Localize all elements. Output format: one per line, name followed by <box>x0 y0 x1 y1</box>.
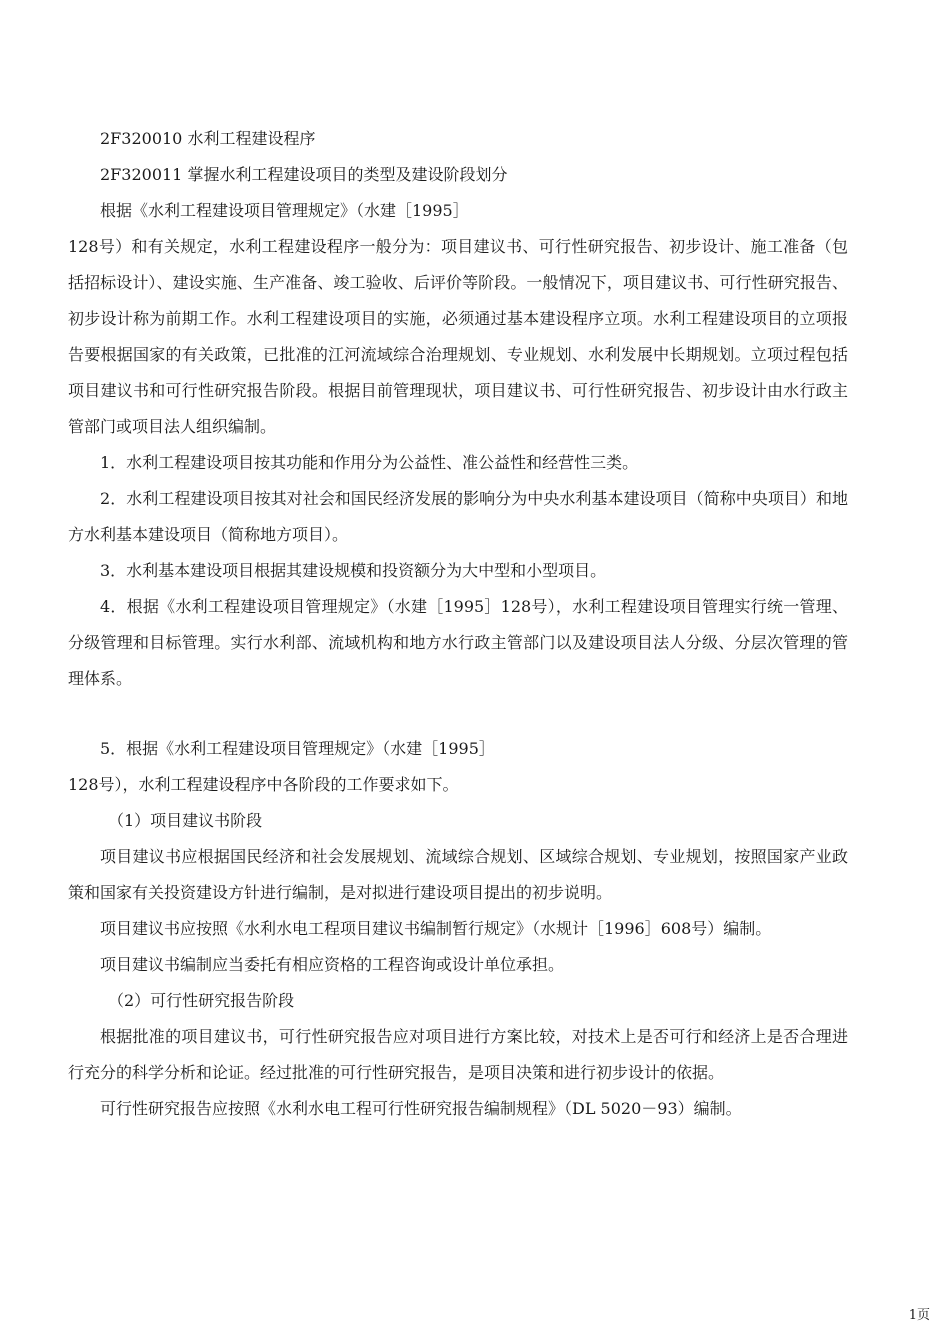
stage-1-p2: 项目建议书应按照《水利水电工程项目建议书编制暂行规定》（水规计［1996］608号）编制。 <box>100 919 772 938</box>
stage-2-p2: 可行性研究报告应按照《水利水电工程可行性研究报告编制规程》（DL 5020－93）编制。 <box>100 1099 742 1118</box>
item-5-line-1: 5．根据《水利工程建设项目管理规定》（水建［1995］ <box>100 739 495 758</box>
stage-1-p3: 项目建议书编制应当委托有相应资格的工程咨询或设计单位承担。 <box>100 955 565 974</box>
intro-body: 128号）和有关规定，水利工程建设程序一般分为：项目建议书、可行性研究报告、初步设计、施工准备（包括招标设计）、建设实施、生产准备、竣工验收、后评价等阶段。一般情况下，项目建议书、可行性研究报告、初步设计称为前期工作。水利工程建设项目的实施，必须通过基本建设程序立项。水利工程建设项目的立项报告要根据国家的有关政策，已批准的江河流域综合治理规划、专业规划、水利发展中长期规划。立项过程包括项目建议书和可行性研究报告阶段。根据目前管理现状，项目建议书、可行性研究报告、初步设计由水行政主管部门或项目法人组织编制。 <box>68 237 848 436</box>
item-4: 4．根据《水利工程建设项目管理规定》（水建［1995］128号），水利工程建设项目管理实行统一管理、分级管理和目标管理。实行水利部、流域机构和地方水行政主管部门以及建设项目法人分级、分层次管理的管理体系。 <box>68 597 848 688</box>
paragraph-group-bottom <box>68 731 848 1127</box>
stage-1-p1: 项目建议书应根据国民经济和社会发展规划、流域综合规划、区域综合规划、专业规划，按照国家产业政策和国家有关投资建设方针进行编制，是对拟进行建设项目提出的初步说明。 <box>68 847 848 902</box>
page-number: 1页 <box>908 1308 930 1323</box>
heading-subsection: 2F320011 掌握水利工程建设项目的类型及建设阶段划分 <box>100 165 508 184</box>
stage-1-heading: （1）项目建议书阶段 <box>108 811 263 830</box>
item-2: 2．水利工程建设项目按其对社会和国民经济发展的影响分为中央水利基本建设项目（简称中央项目）和地方水利基本建设项目（简称地方项目）。 <box>68 489 848 544</box>
item-1: 1．水利工程建设项目按其功能和作用分为公益性、准公益性和经营性三类。 <box>100 453 639 472</box>
paragraph-group-top <box>68 121 848 697</box>
paragraph-gap <box>68 697 848 731</box>
heading-section: 2F320010 水利工程建设程序 <box>100 129 316 148</box>
intro-line-1: 根据《水利工程建设项目管理规定》（水建［1995］ <box>100 201 469 220</box>
stage-2-p1: 根据批准的项目建议书，可行性研究报告应对项目进行方案比较，对技术上是否可行和经济上是否合理进行充分的科学分析和论证。经过批准的可行性研究报告，是项目决策和进行初步设计的依据。 <box>68 1027 848 1082</box>
item-3: 3．水利基本建设项目根据其建设规模和投资额分为大中型和小型项目。 <box>100 561 607 580</box>
document-body <box>68 121 848 1127</box>
stage-2-heading: （2）可行性研究报告阶段 <box>108 991 295 1010</box>
item-5-body: 128号），水利工程建设程序中各阶段的工作要求如下。 <box>68 775 459 794</box>
